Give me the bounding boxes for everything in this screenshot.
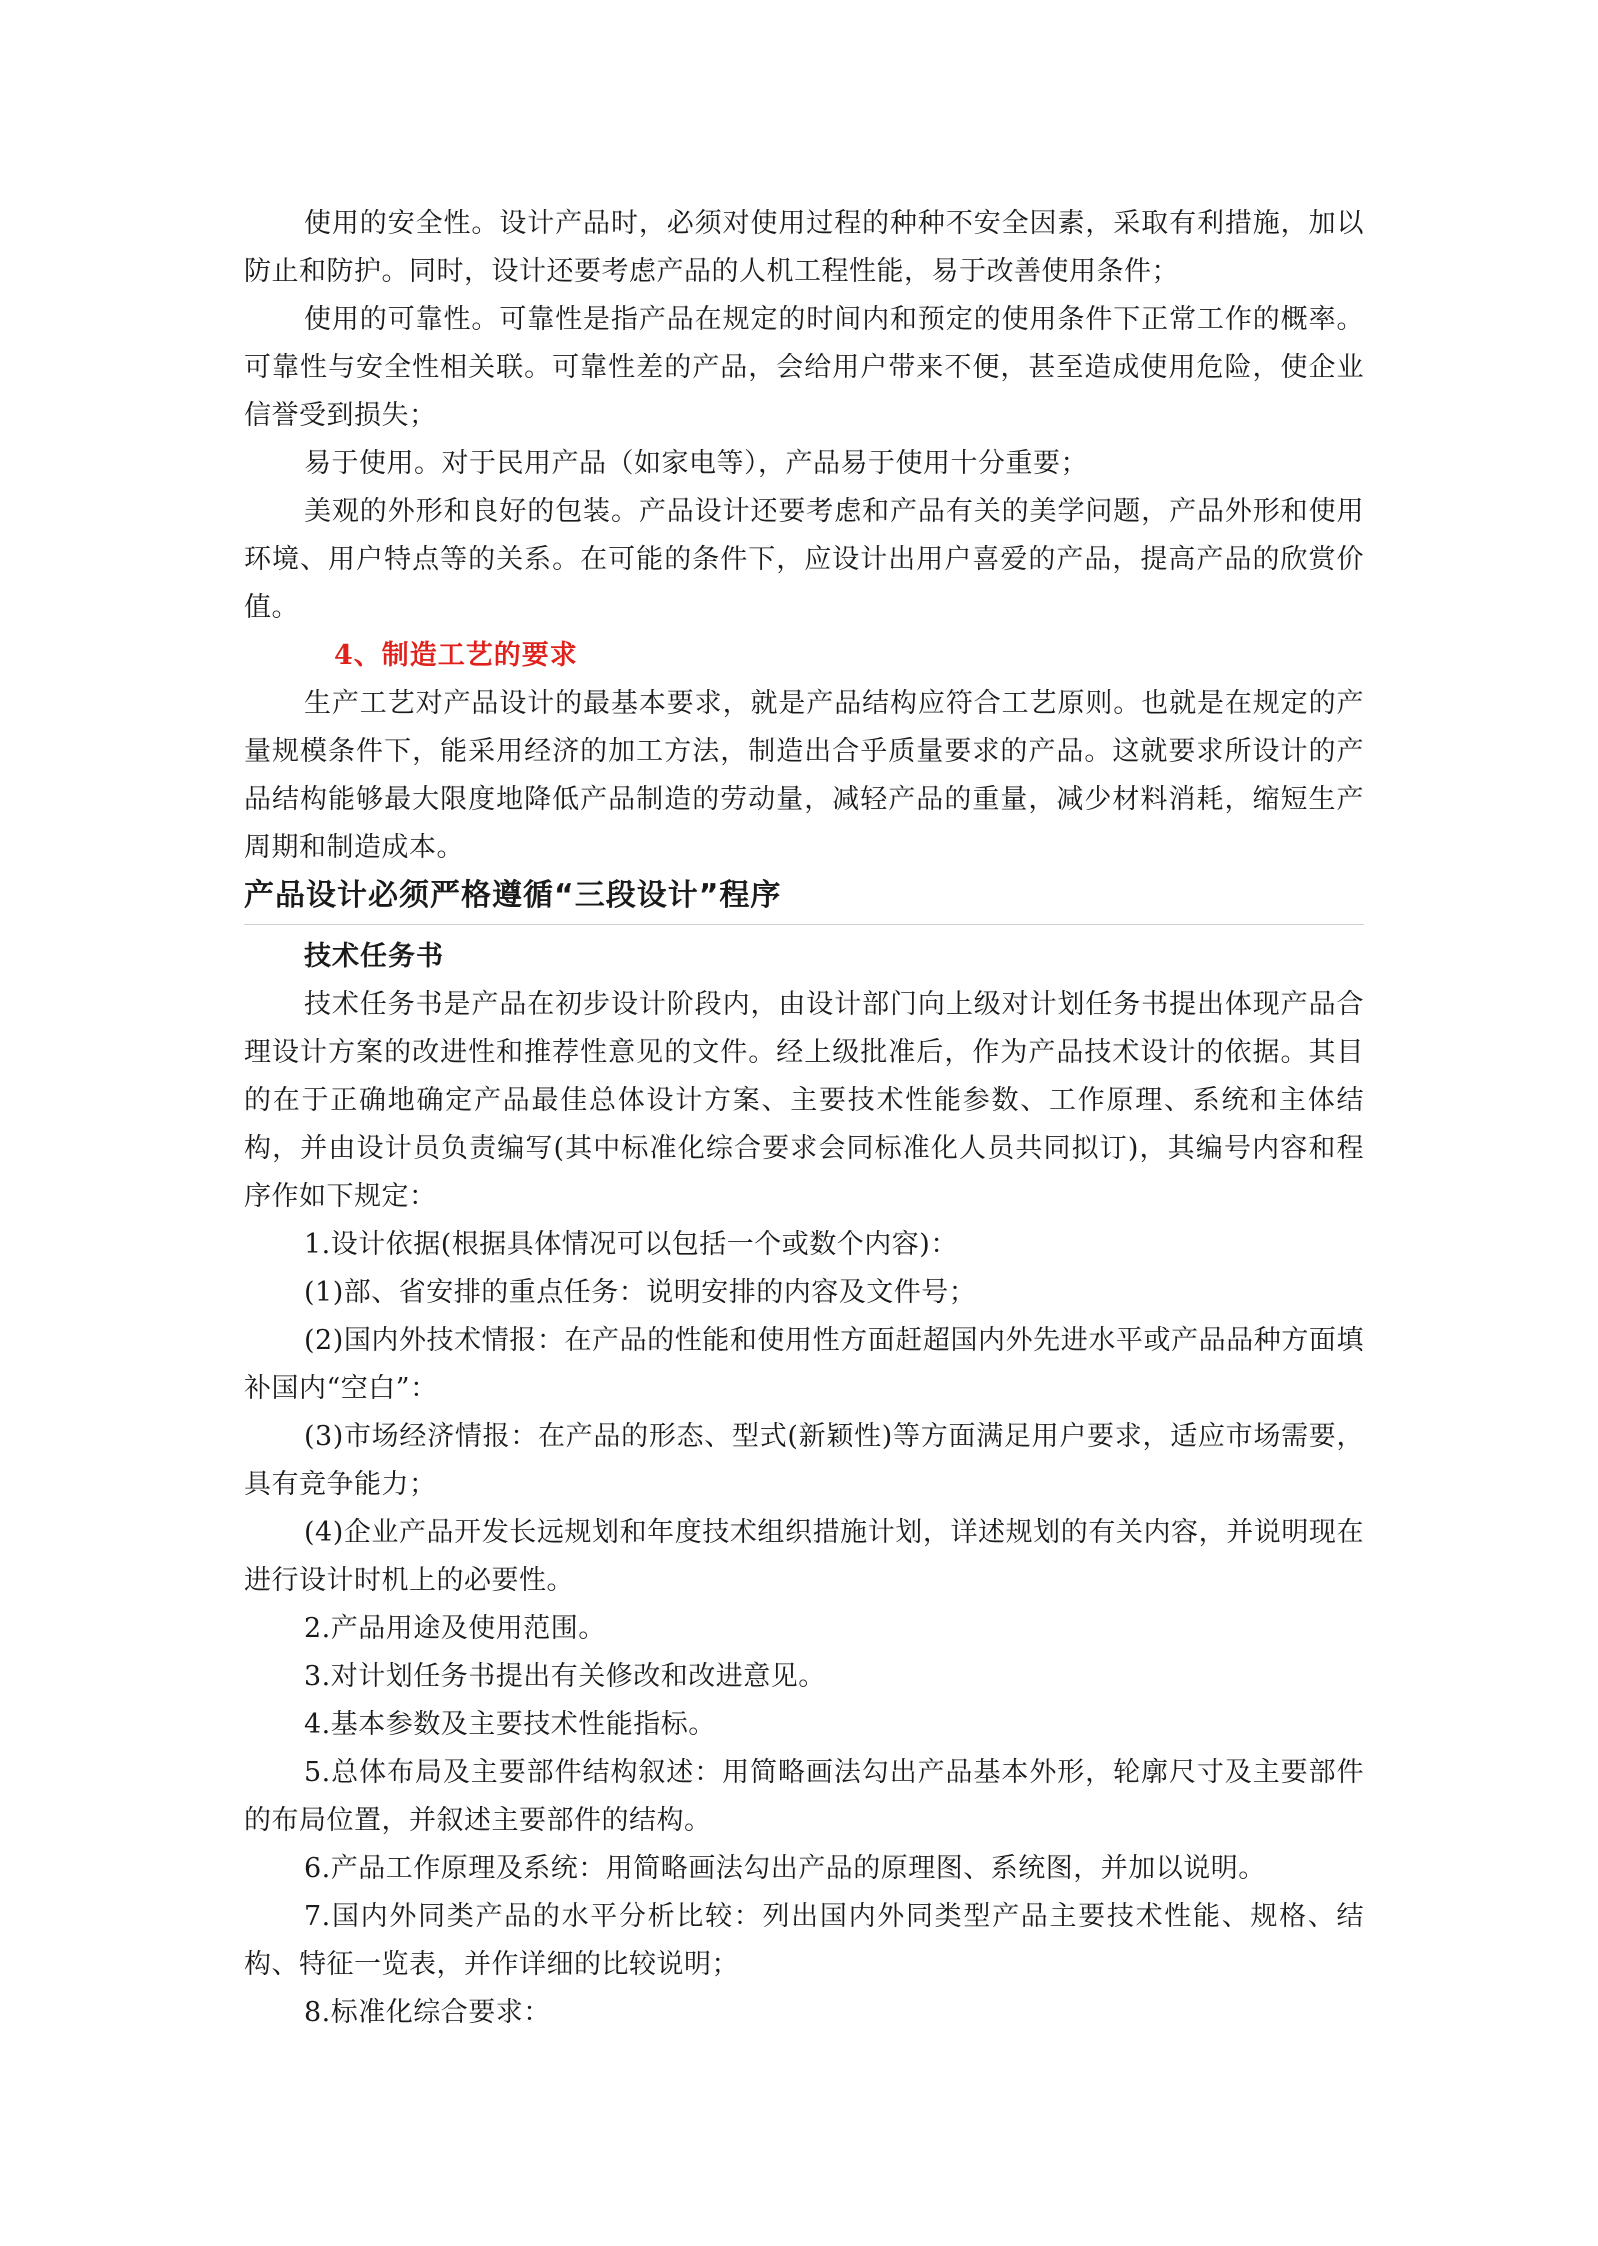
paragraph-ease-of-use: 易于使用。对于民用产品（如家电等），产品易于使用十分重要；: [304, 448, 1088, 479]
list-item: (4)企业产品开发长远规划和年度技术组织措施计划，详述规划的有关内容，并说明现在进行设计时机上的必要性。: [244, 1517, 1364, 1596]
paragraph-manufacturing: 生产工艺对产品设计的最基本要求，就是产品结构应符合工艺原则。也就是在规定的产量规模条件下，能采用经济的加工方法，制造出合乎质量要求的产品。这就要求所设计的产品结构能够最大限度地降低产品制造的劳动量，减轻产品的重量，减少材料消耗，缩短生产周期和制造成本。: [244, 688, 1364, 863]
paragraph-reliability: 使用的可靠性。可靠性是指产品在规定的时间内和预定的使用条件下正常工作的概率。可靠性与安全性相关联。可靠性差的产品，会给用户带来不便，甚至造成使用危险，使企业信誉受到损失；: [244, 304, 1364, 431]
list-item: (2)国内外技术情报：在产品的性能和使用性方面赶超国内外先进水平或产品品种方面填补国内“空白”：: [244, 1325, 1364, 1404]
major-heading-three-stage: 产品设计必须严格遵循“三段设计”程序: [244, 872, 1364, 925]
list-item: 5.总体布局及主要部件结构叙述：用简略画法勾出产品基本外形，轮廓尺寸及主要部件的布局位置，并叙述主要部件的结构。: [244, 1757, 1364, 1836]
paragraph-technical-task-intro: 技术任务书是产品在初步设计阶段内，由设计部门向上级对计划任务书提出体现产品合理设计方案的改进性和推荐性意见的文件。经上级批准后，作为产品技术设计的依据。其目的在于正确地确定产品最佳总体设计方案、主要技术性能参数、工作原理、系统和主体结构，并由设计员负责编写(其中标准化综合要求会同标准化人员共同拟订)，其编号内容和程序作如下规定：: [244, 989, 1364, 1212]
list-item: 6.产品工作原理及系统：用简略画法勾出产品的原理图、系统图，并加以说明。: [304, 1853, 1266, 1884]
section-heading-manufacturing: 4、制造工艺的要求: [334, 640, 578, 671]
list-item: 8.标准化综合要求：: [304, 1997, 551, 2028]
list-item: 7.国内外同类产品的水平分析比较：列出国内外同类型产品主要技术性能、规格、结构、特征一览表，并作详细的比较说明；: [244, 1901, 1364, 1980]
list-item: 3.对计划任务书提出有关修改和改进意见。: [304, 1661, 826, 1692]
paragraph-safety: 使用的安全性。设计产品时，必须对使用过程的种种不安全因素，采取有利措施，加以防止和防护。同时，设计还要考虑产品的人机工程性能，易于改善使用条件；: [244, 208, 1364, 287]
list-item: (3)市场经济情报：在产品的形态、型式(新颖性)等方面满足用户要求，适应市场需要，具有竞争能力；: [244, 1421, 1364, 1500]
list-item: 2.产品用途及使用范围。: [304, 1613, 606, 1644]
paragraph-appearance: 美观的外形和良好的包装。产品设计还要考虑和产品有关的美学问题，产品外形和使用环境、用户特点等的关系。在可能的条件下，应设计出用户喜爱的产品，提高产品的欣赏价值。: [244, 496, 1364, 623]
document-content: [244, 200, 1364, 2037]
list-item: 1.设计依据(根据具体情况可以包括一个或数个内容)：: [304, 1229, 958, 1260]
list-item: (1)部、省安排的重点任务：说明安排的内容及文件号；: [304, 1277, 977, 1308]
subheading-technical-task: 技术任务书: [304, 941, 444, 972]
list-item: 4.基本参数及主要技术性能指标。: [304, 1709, 716, 1740]
